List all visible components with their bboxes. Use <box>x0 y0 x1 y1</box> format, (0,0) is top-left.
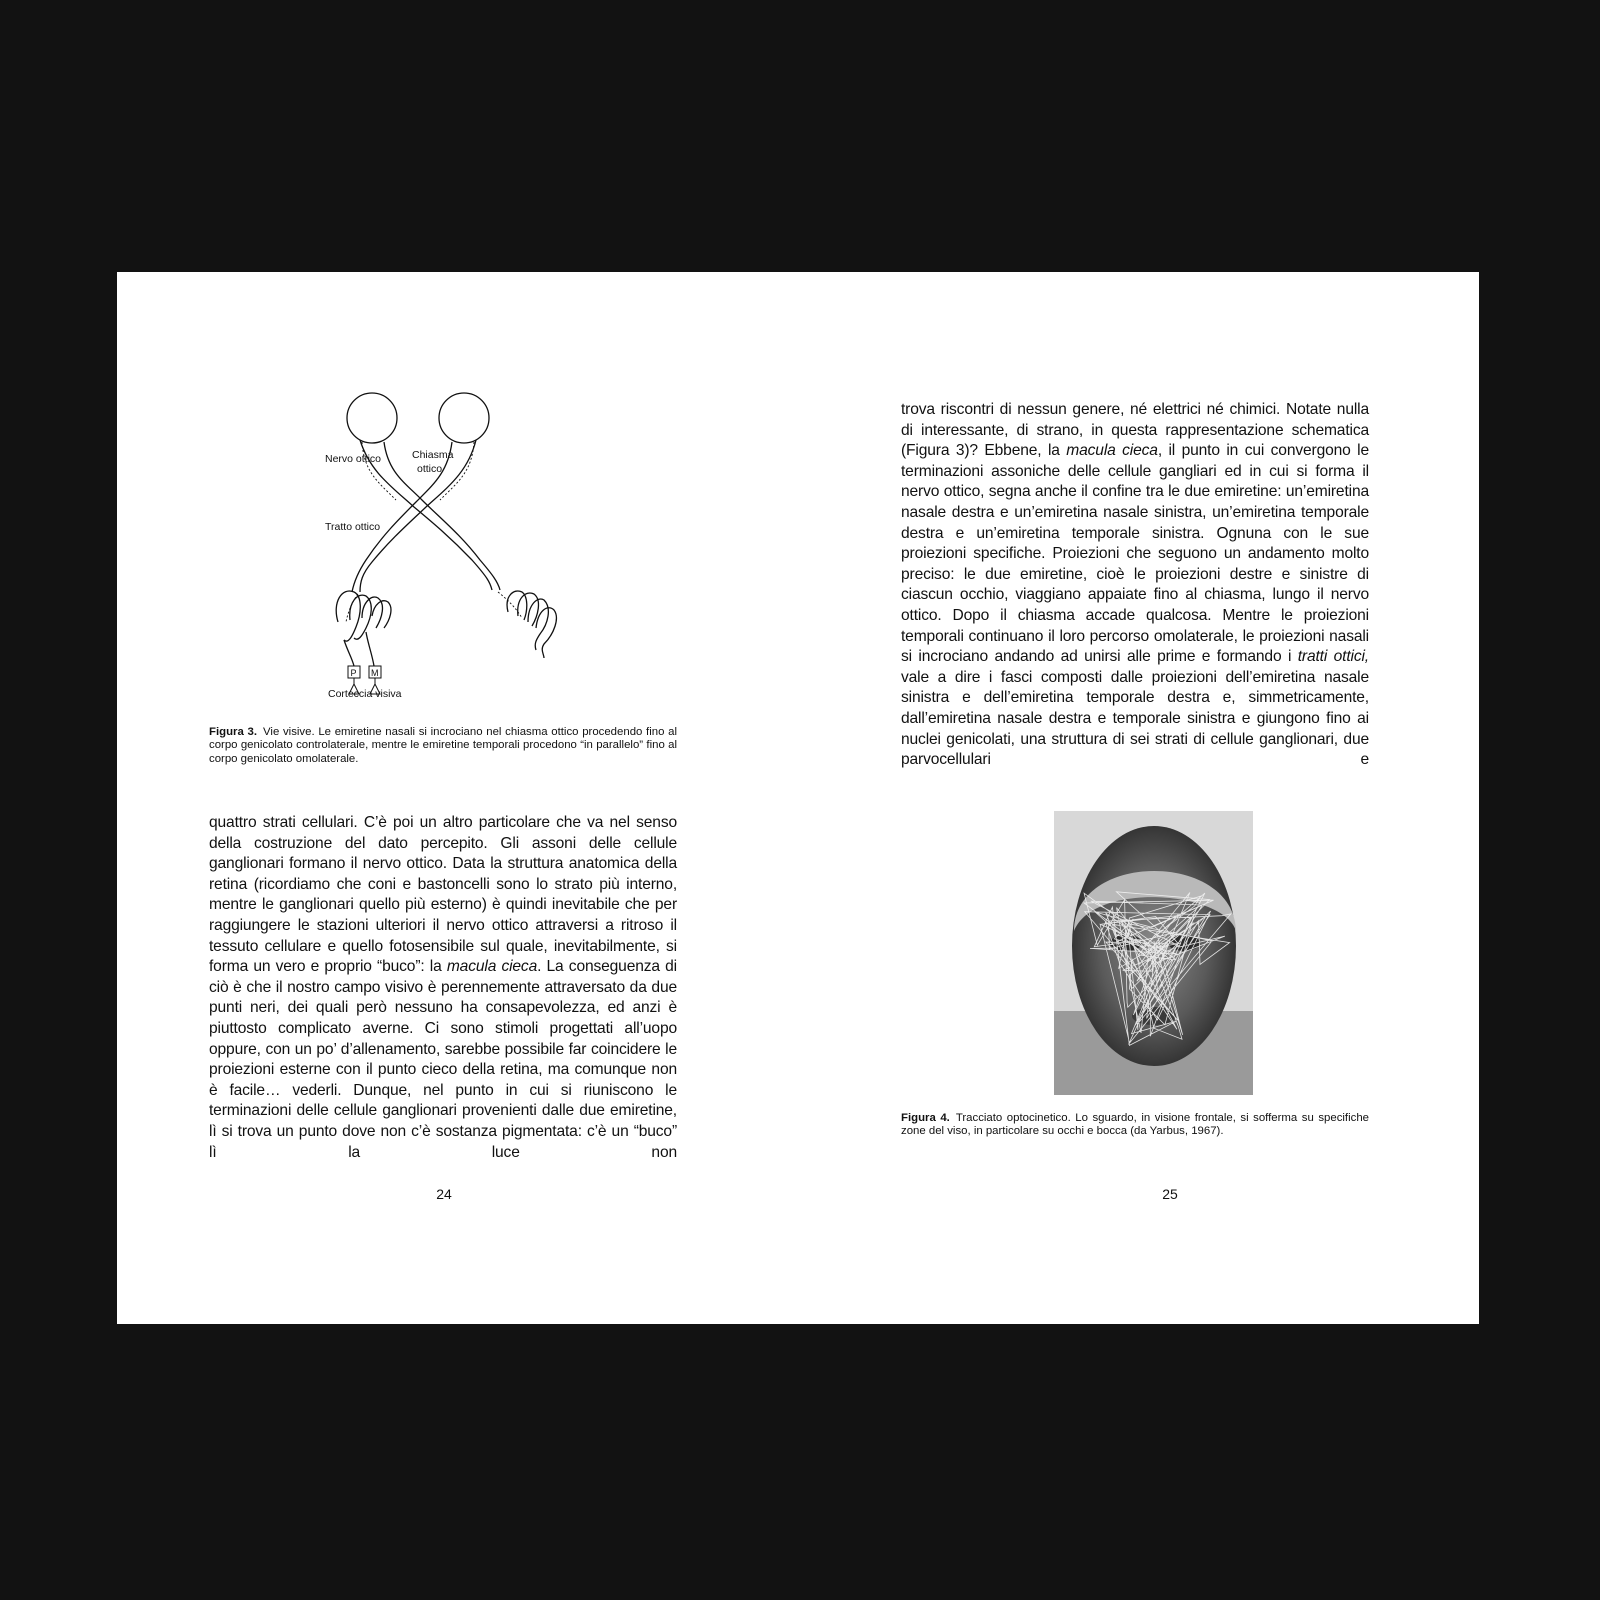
figure-4-eye-tracking-photo <box>1054 811 1253 1095</box>
right-body-text-part-2: , il punto in cui convergono le terminazioni assoniche delle cellule gangliari ed in cui si forma il nervo ottico, segna anche il confine tra le due emiretine: un’emiretina nasale destra e un’emiretina nasale sinistra, un’emiretina temporale destra e un’emiretina temporale sinistra. Ognuna con le sue proiezioni specifiche. Proiezioni che seguono un andamento molto preciso: le due emiretine, cioè le proiezioni destre e sinistre di ciascun occhio, viaggiano appaiate fino al chiasma, lungo il nervo ottico. Dopo il chiasma accade qualcosa. Mentre le proiezioni temporali continuano il loro percorso omolaterale, le proiezioni nasali si incrociano andando ad unirsi alle prime e formando i <box>901 442 1369 666</box>
right-body-text-part-1: trova riscontri di nessun genere, né elettrici né chimici. Notate nulla di interessante, di strano, in questa rappresentazione schematica (Figura 3)? Ebbene, la <box>901 401 1369 460</box>
left-body-text-part-2: . La conseguenza di ciò è che il nostro campo visivo è perennemente attraversato da due punti neri, dei quali però nessuno ha consapevolezza, ed anzi è piuttosto complicato averne. Ci sono stimoli progettati all’uopo oppure, con un po’ d’allenamento, sarebbe possibile far coincidere le proiezioni esterne con il punto cieco della retina, ma comunque non è facile… vederli. Dunque, nel punto in cui si riuniscono le terminazioni delle cellule ganglionari provenienti dalle due emiretine, lì si trova un punto dove non c’è sostanza pigmentata: c’è un “buco” lì la luce non <box>209 958 677 1161</box>
figure-4-caption <box>901 1112 1369 1139</box>
right-body-text-part-3: vale a dire i fasci composti dalle proiezioni dell’emiretina nasale sinistra e dell’emiretina temporale destra e, simmetricamente, dall’emiretina nasale destra e temporale sinistra e giungono fino ai nuclei genicolati, una struttura di sei strati di cellule ganglionari, due parvocellulari e <box>901 668 1369 769</box>
page-number-left: 24 <box>436 1186 452 1202</box>
right-page <box>798 272 1479 1324</box>
left-page <box>117 272 798 1324</box>
label-m: M <box>371 668 379 678</box>
right-body-text-italic-2: tratti ottici, <box>1297 648 1369 666</box>
figure-4-caption-label: Figura 4. <box>901 1112 950 1124</box>
figure-3-caption-text: Vie visive. Le emiretine nasali si incrociano nel chiasma ottico procedendo fino al corpo genicolato controlaterale, mentre le emiretine temporali procedono “in parallelo” fino al corpo genicolato omolaterale. <box>209 726 677 765</box>
label-nervo-ottico: Nervo ottico <box>325 453 382 465</box>
figure-3-caption <box>209 726 677 766</box>
right-body-text-italic-1: macula cieca <box>1066 442 1158 460</box>
label-corteccia-visiva: Corteccia visiva <box>328 688 402 700</box>
left-body-text-italic-1: macula cieca <box>446 958 538 976</box>
label-tratto-ottico: Tratto ottico <box>325 521 381 533</box>
left-body-text-part-1: quattro strati cellulari. C’è poi un altro particolare che va nel senso della costruzione del dato percepito. Gli assoni delle cellule ganglionari formano il nervo ottico. Data la struttura anatomica della retina (ricordiamo che coni e bastoncelli sono lo strato più interno, mentre le ganglionari quello più esterno) è quindi inevitabile che per raggiungere le stazioni ulteriori il nervo ottico attraversi a ritroso il tessuto cellulare e quello fotosensibile sul quale, inevitabilmente, si forma un vero e proprio “buco”: la <box>209 814 677 976</box>
figure-3-visual-pathways-diagram <box>322 382 602 700</box>
label-p: P <box>350 668 357 678</box>
left-body-text <box>209 813 677 1163</box>
label-chiasma: Chiasma <box>412 449 454 461</box>
page-number-right: 25 <box>1162 1186 1178 1202</box>
figure-4-caption-text: Tracciato optocinetico. Lo sguardo, in visione frontale, si sofferma su specifiche zone del viso, in particolare su occhi e bocca (da Yarbus, 1967). <box>901 1112 1369 1138</box>
figure-3-caption-label: Figura 3. <box>209 726 258 738</box>
right-body-text <box>901 400 1369 771</box>
label-ottico: ottico <box>417 463 443 475</box>
book-spread <box>117 272 1479 1324</box>
